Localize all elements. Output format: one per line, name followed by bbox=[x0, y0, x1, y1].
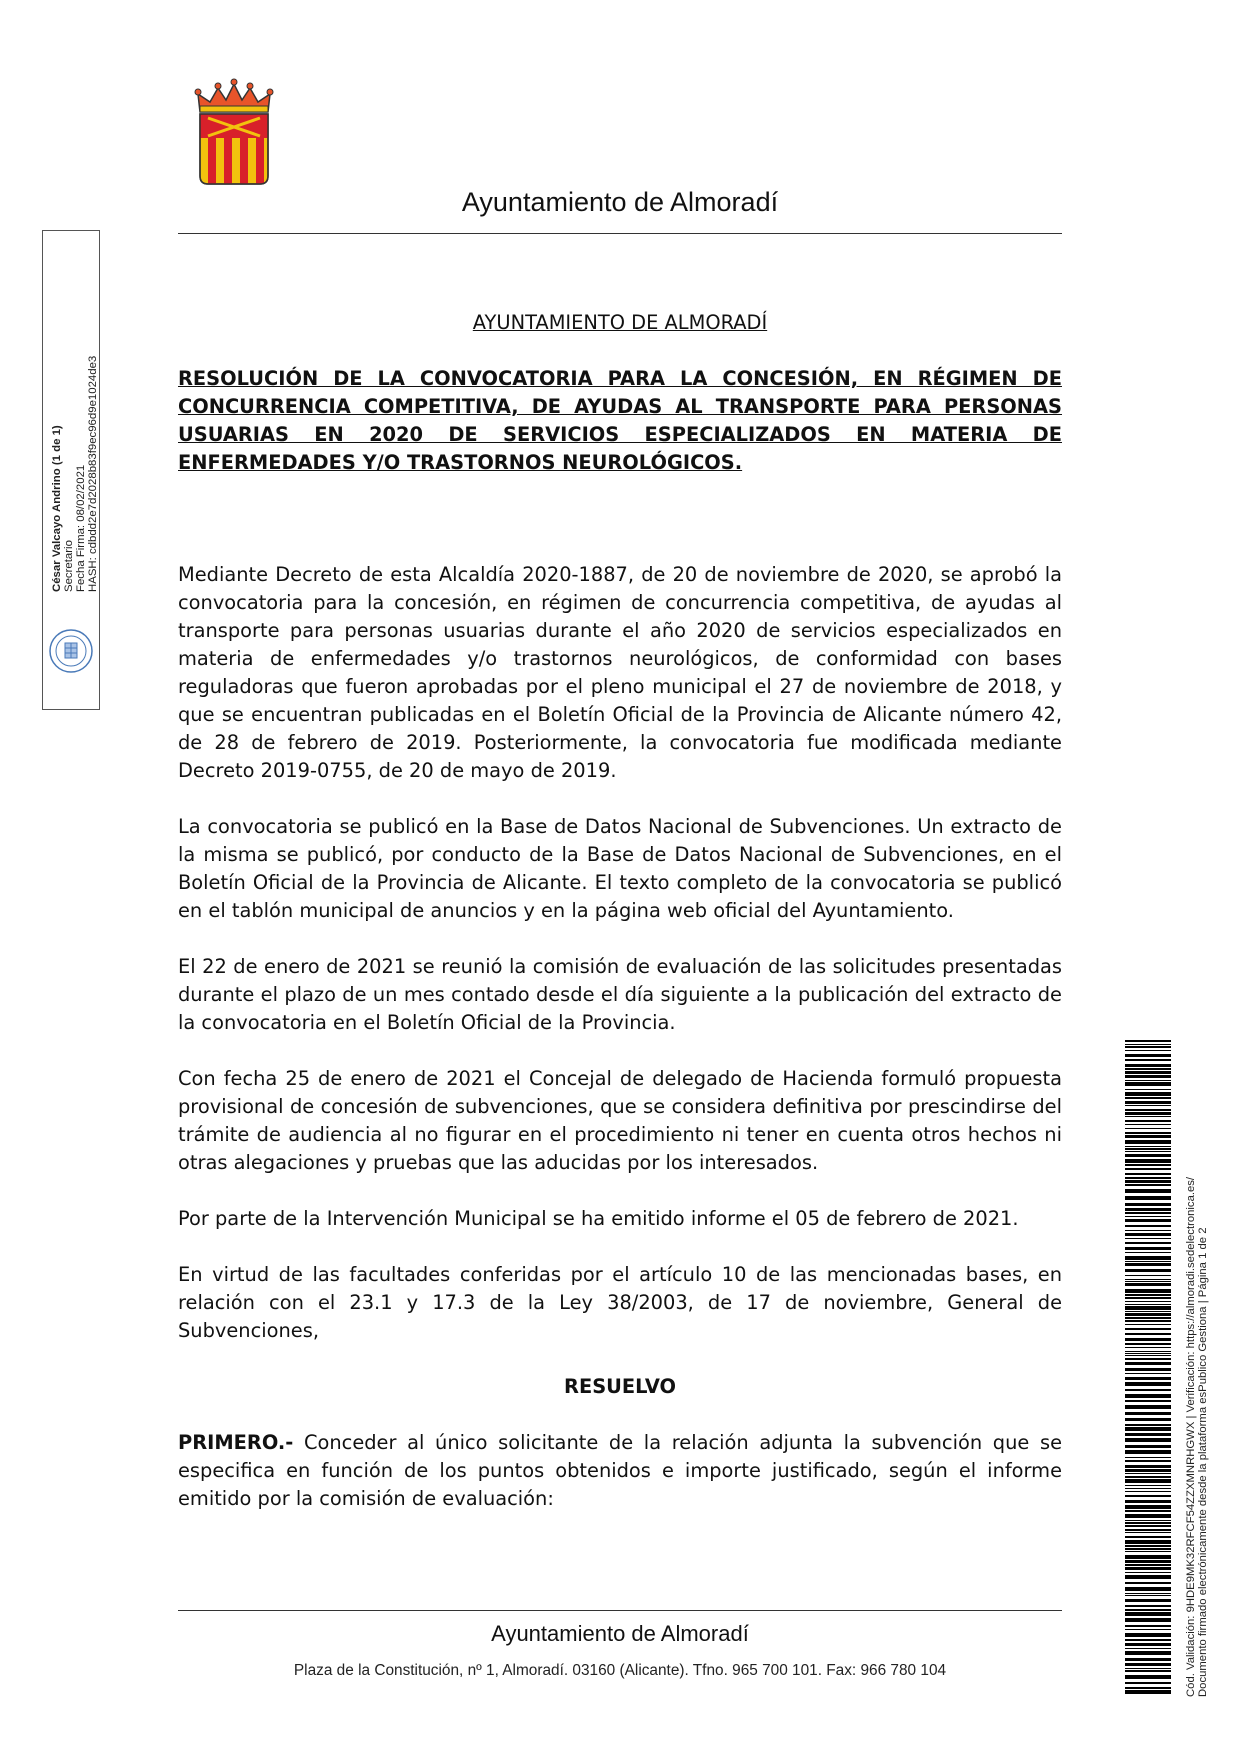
barcode-bar bbox=[1125, 1301, 1171, 1302]
barcode-bar bbox=[1125, 1148, 1171, 1150]
barcode-bar bbox=[1125, 1505, 1171, 1509]
barcode-bar bbox=[1125, 1465, 1171, 1468]
barcode-bar bbox=[1125, 1105, 1171, 1106]
paragraph-propuesta: Con fecha 25 de enero de 2021 el Concejal de delegado de Hacienda formuló propuesta provisional de concesión de subvenciones, que se considera definitiva por prescindirse del trámite de audiencia al no figurar en el procedimiento ni tener en cuenta otros hechos ni otras alegaciones y pruebas que las aducidas por los interesados. bbox=[178, 1067, 1062, 1174]
barcode-bar bbox=[1125, 1690, 1171, 1694]
barcode-bar bbox=[1125, 1520, 1171, 1521]
barcode-bar bbox=[1125, 1555, 1171, 1559]
barcode-bar bbox=[1125, 1140, 1171, 1144]
barcode-bar bbox=[1125, 1219, 1171, 1222]
barcode-bar bbox=[1125, 1283, 1171, 1286]
barcode-bar bbox=[1125, 1593, 1171, 1594]
barcode-bar bbox=[1125, 1668, 1171, 1669]
barcode-bar bbox=[1125, 1514, 1171, 1518]
barcode-bar bbox=[1125, 1040, 1171, 1042]
barcode-bar bbox=[1125, 1670, 1171, 1672]
barcode-bar bbox=[1125, 1438, 1171, 1442]
barcode-bar bbox=[1125, 1682, 1171, 1684]
barcode-bar bbox=[1125, 1389, 1171, 1391]
barcode-bar bbox=[1125, 1071, 1171, 1074]
barcode-bar bbox=[1125, 1135, 1171, 1138]
barcode-bar bbox=[1125, 1269, 1171, 1272]
signature-date: Fecha Firma: 08/02/2021 bbox=[75, 464, 87, 592]
barcode-bar bbox=[1125, 1355, 1171, 1356]
barcode-bar bbox=[1125, 1599, 1171, 1602]
barcode-bar bbox=[1125, 1275, 1171, 1276]
barcode-bar bbox=[1125, 1173, 1171, 1175]
validation-info bbox=[1185, 997, 1209, 1697]
signature-details bbox=[51, 232, 99, 592]
barcode-bar bbox=[1125, 1097, 1171, 1099]
barcode-bar bbox=[1125, 1469, 1171, 1472]
barcode-bar bbox=[1125, 1089, 1171, 1090]
barcode-bar bbox=[1125, 1500, 1171, 1503]
barcode-bar bbox=[1125, 1488, 1171, 1489]
validation-code: Cód. Validación: 9HDE9MK32RFCF54ZZXMNRHGWX | Verificación: https://almoradi.sedelectronica.es/ bbox=[1185, 1176, 1197, 1697]
barcode-bar bbox=[1125, 1548, 1171, 1550]
barcode-bar bbox=[1125, 1059, 1171, 1061]
barcode-bar bbox=[1125, 1101, 1171, 1104]
barcode-bar bbox=[1125, 1216, 1171, 1217]
barcode-bar bbox=[1125, 1281, 1171, 1282]
barcode-bar bbox=[1125, 1427, 1171, 1431]
barcode-bar bbox=[1125, 1609, 1171, 1611]
barcode-bar bbox=[1125, 1405, 1171, 1409]
barcode-bar bbox=[1125, 1116, 1171, 1117]
barcode-bar bbox=[1125, 1575, 1171, 1579]
barcode-bar bbox=[1125, 1092, 1171, 1096]
barcode-bar bbox=[1125, 1311, 1171, 1312]
barcode-bar bbox=[1125, 1373, 1171, 1374]
barcode-bar bbox=[1125, 1476, 1171, 1478]
barcode-bar bbox=[1125, 1625, 1171, 1627]
footer-title: Ayuntamiento de Almoradí bbox=[491, 1621, 749, 1646]
barcode-bar bbox=[1125, 1485, 1171, 1486]
barcode-bar bbox=[1125, 1560, 1171, 1563]
barcode-bar bbox=[1125, 1212, 1171, 1214]
footer-address: Plaza de la Constitución, nº 1, Almoradí. 03160 (Alicante). Tfno. 965 700 101. Fax: 966 780 104 bbox=[293, 1662, 947, 1679]
barcode-bar bbox=[1125, 1317, 1171, 1319]
barcode-bar bbox=[1125, 1368, 1171, 1371]
barcode-bar bbox=[1125, 1629, 1171, 1630]
validation-barcode-icon bbox=[1125, 1040, 1171, 1695]
barcode-bar bbox=[1125, 1124, 1171, 1125]
barcode-bar bbox=[1125, 1595, 1171, 1596]
barcode-bar bbox=[1125, 1082, 1171, 1086]
barcode-bar bbox=[1125, 1525, 1171, 1527]
barcode-bar bbox=[1125, 1208, 1171, 1211]
barcode-bar bbox=[1125, 1279, 1171, 1280]
barcode-bar bbox=[1125, 1324, 1171, 1325]
barcode-bar bbox=[1125, 1159, 1171, 1163]
barcode-bar bbox=[1125, 1551, 1171, 1552]
barcode-bar bbox=[1125, 1479, 1171, 1483]
barcode-bar bbox=[1125, 1313, 1171, 1316]
barcode-bar bbox=[1125, 1225, 1171, 1227]
barcode-bar bbox=[1125, 1618, 1171, 1622]
barcode-bar bbox=[1125, 1582, 1171, 1584]
barcode-bar bbox=[1125, 1675, 1171, 1679]
barcode-bar bbox=[1125, 1261, 1171, 1262]
barcode-bar bbox=[1125, 1605, 1171, 1607]
barcode-bar bbox=[1125, 1358, 1171, 1360]
barcode-bar bbox=[1125, 1328, 1171, 1330]
barcode-bar bbox=[1125, 1529, 1171, 1531]
barcode-bar bbox=[1125, 1663, 1171, 1666]
barcode-bar bbox=[1125, 1068, 1171, 1070]
resuelvo-heading: RESUELVO bbox=[564, 1375, 676, 1398]
signer-role: Secretario bbox=[63, 540, 75, 592]
barcode-bar bbox=[1125, 1338, 1171, 1341]
barcode-bar bbox=[1125, 1418, 1171, 1421]
barcode-bar bbox=[1125, 1196, 1171, 1200]
barcode-bar bbox=[1125, 1306, 1171, 1310]
barcode-bar bbox=[1125, 1643, 1171, 1646]
barcode-bar bbox=[1125, 1075, 1171, 1078]
barcode-bar bbox=[1125, 1151, 1171, 1152]
paragraph-intervencion: Por parte de la Intervención Municipal se ha emitido informe el 05 de febrero de 2021. bbox=[178, 1207, 1019, 1230]
paragraph-primero bbox=[178, 1429, 1062, 1513]
primero-text: Conceder al único solicitante de la relación adjunta la subvención que se especifica en función de los puntos obtenidos e importe justificado, según el informe emitido por la comisión de evaluación: bbox=[178, 1431, 1062, 1510]
barcode-bar bbox=[1125, 1112, 1171, 1115]
header-title: Ayuntamiento de Almoradí bbox=[461, 187, 779, 217]
paragraph-facultades: En virtud de las facultades conferidas por el artículo 10 de las mencionadas bases, en relación con el 23.1 y 17.3 de la Ley 38/2003, de 17 de noviembre, General de Subvenciones, bbox=[178, 1263, 1062, 1342]
barcode-bar bbox=[1125, 1651, 1171, 1655]
paragraph-publicacion: La convocatoria se publicó en la Base de Datos Nacional de Subvenciones. Un extracto de la misma se publicó, por conducto de la Base de Datos Nacional de Subvenciones, en el Boletín Oficial de la Provincia de Alicante. El texto completo de la convocatoria se publicó en el tablón municipal de anuncios y en la página web oficial del Ayuntamiento. bbox=[178, 815, 1062, 922]
barcode-bar bbox=[1125, 1545, 1171, 1547]
barcode-bar bbox=[1125, 1154, 1171, 1157]
paragraph-comision: El 22 de enero de 2021 se reunió la comisión de evaluación de las solicitudes presentadas durante el plazo de un mes contado desde el día siguiente a la publicación del extracto de la convocatoria en el Boletín Oficial de la Provincia. bbox=[178, 955, 1062, 1034]
barcode-bar bbox=[1125, 1304, 1171, 1305]
barcode-bar bbox=[1125, 1587, 1171, 1591]
official-seal-icon bbox=[48, 628, 94, 674]
barcode-bar bbox=[1125, 1460, 1171, 1462]
barcode-bar bbox=[1125, 1687, 1171, 1689]
barcode-bar bbox=[1125, 1128, 1171, 1129]
primero-label: PRIMERO.- bbox=[178, 1431, 294, 1454]
barcode-bar bbox=[1125, 1633, 1171, 1637]
municipal-crest-icon bbox=[194, 78, 274, 186]
barcode-bar bbox=[1125, 1473, 1171, 1474]
barcode-bar bbox=[1125, 1297, 1171, 1299]
barcode-bar bbox=[1125, 1168, 1171, 1170]
barcode-bar bbox=[1125, 1567, 1171, 1570]
barcode-bar bbox=[1125, 1046, 1171, 1048]
barcode-bar bbox=[1125, 1510, 1171, 1512]
resolution-title: RESOLUCIÓN DE LA CONVOCATORIA PARA LA CONCESIÓN, EN RÉGIMEN DE CONCURRENCIA COMPETITIVA, DE AYUDAS AL TRANSPORTE PARA PERSONAS USUARIAS EN 2020 DE SERVICIOS ESPECIALIZADOS EN MATERIA DE ENFERMEDADES Y/O TRASTORNOS NEUROLÓGICOS. bbox=[178, 367, 1062, 474]
barcode-bar bbox=[1125, 1362, 1171, 1365]
barcode-bar bbox=[1125, 1252, 1171, 1253]
barcode-bar bbox=[1125, 1347, 1171, 1348]
barcode-bar bbox=[1125, 1044, 1171, 1045]
signature-hash: HASH: cdbdd2e7d2028b83f9ec96d9e1024de3 bbox=[87, 355, 99, 592]
barcode-bar bbox=[1125, 1180, 1171, 1183]
barcode-bar bbox=[1125, 1639, 1171, 1641]
barcode-bar bbox=[1125, 1532, 1171, 1533]
barcode-bar bbox=[1125, 1536, 1171, 1538]
barcode-bar bbox=[1125, 1394, 1171, 1398]
header-divider bbox=[178, 233, 1062, 234]
barcode-bar bbox=[1125, 1050, 1171, 1051]
barcode-bar bbox=[1125, 1230, 1171, 1231]
barcode-bar bbox=[1125, 1424, 1171, 1426]
barcode-bar bbox=[1125, 1400, 1171, 1402]
barcode-bar bbox=[1125, 1120, 1171, 1122]
barcode-bar bbox=[1125, 1457, 1171, 1458]
barcode-bar bbox=[1125, 1320, 1171, 1322]
barcode-bar bbox=[1125, 1412, 1171, 1415]
barcode-bar bbox=[1125, 1612, 1171, 1616]
barcode-bar bbox=[1125, 1109, 1171, 1111]
barcode-bar bbox=[1125, 1294, 1171, 1296]
barcode-bar bbox=[1125, 1564, 1171, 1566]
barcode-bar bbox=[1125, 1540, 1171, 1544]
barcode-bar bbox=[1125, 1238, 1171, 1239]
barcode-bar bbox=[1125, 1184, 1171, 1186]
barcode-bar bbox=[1125, 1177, 1171, 1179]
barcode-bar bbox=[1125, 1080, 1171, 1081]
barcode-bar bbox=[1125, 1351, 1171, 1352]
barcode-bar bbox=[1125, 1242, 1171, 1244]
barcode-bar bbox=[1125, 1333, 1171, 1335]
barcode-bar bbox=[1125, 1247, 1171, 1250]
barcode-bar bbox=[1125, 1377, 1171, 1380]
barcode-bar bbox=[1125, 1433, 1171, 1436]
barcode-bar bbox=[1125, 1450, 1171, 1454]
barcode-bar bbox=[1125, 1289, 1171, 1293]
barcode-bar bbox=[1125, 1189, 1171, 1193]
barcode-bar bbox=[1125, 1263, 1171, 1266]
barcode-bar bbox=[1125, 1648, 1171, 1649]
barcode-bar bbox=[1125, 1522, 1171, 1524]
barcode-bar bbox=[1125, 1233, 1171, 1236]
signer-name: César Valcayo Andrino (1 de 1) bbox=[51, 425, 63, 592]
barcode-bar bbox=[1125, 1146, 1171, 1147]
barcode-bar bbox=[1125, 1064, 1171, 1067]
barcode-bar bbox=[1125, 1132, 1171, 1134]
barcode-bar bbox=[1125, 1572, 1171, 1573]
barcode-bar bbox=[1125, 1382, 1171, 1386]
barcode-bar bbox=[1125, 1343, 1171, 1345]
barcode-bar bbox=[1125, 1203, 1171, 1206]
paragraph-decreto: Mediante Decreto de esta Alcaldía 2020-1887, de 20 de noviembre de 2020, se aprobó la convocatoria para la concesión, en régimen de concurrencia competitiva, de ayudas al transporte para personas usuarias durante el año 2020 de servicios especializados en materia de enfermedades y/o trastornos neurológicos, de conformidad con bases reguladoras que fueron aprobadas por el pleno municipal el 27 de noviembre de 2018, y que se encuentran publicadas en el Boletín Oficial de la Provincia de Alicante número 42, de 28 de febrero de 2019. Posteriormente, la convocatoria fue modificada mediante Decreto 2019-0755, de 20 de mayo de 2019. bbox=[178, 563, 1062, 782]
barcode-bar bbox=[1125, 1495, 1171, 1497]
barcode-bar bbox=[1125, 1353, 1171, 1354]
document-body bbox=[178, 309, 1062, 1513]
validation-platform: Documento firmado electrónicamente desde la plataforma esPublico Gestiona | Página 1 de 2 bbox=[1197, 1227, 1209, 1697]
barcode-bar bbox=[1125, 1491, 1171, 1492]
org-heading: AYUNTAMIENTO DE ALMORADÍ bbox=[472, 311, 768, 334]
barcode-bar bbox=[1125, 1658, 1171, 1661]
barcode-bar bbox=[1125, 1256, 1171, 1260]
barcode-bar bbox=[1125, 1164, 1171, 1166]
barcode-bar bbox=[1125, 1445, 1171, 1448]
barcode-bar bbox=[1125, 1054, 1171, 1057]
footer-divider bbox=[178, 1610, 1062, 1611]
